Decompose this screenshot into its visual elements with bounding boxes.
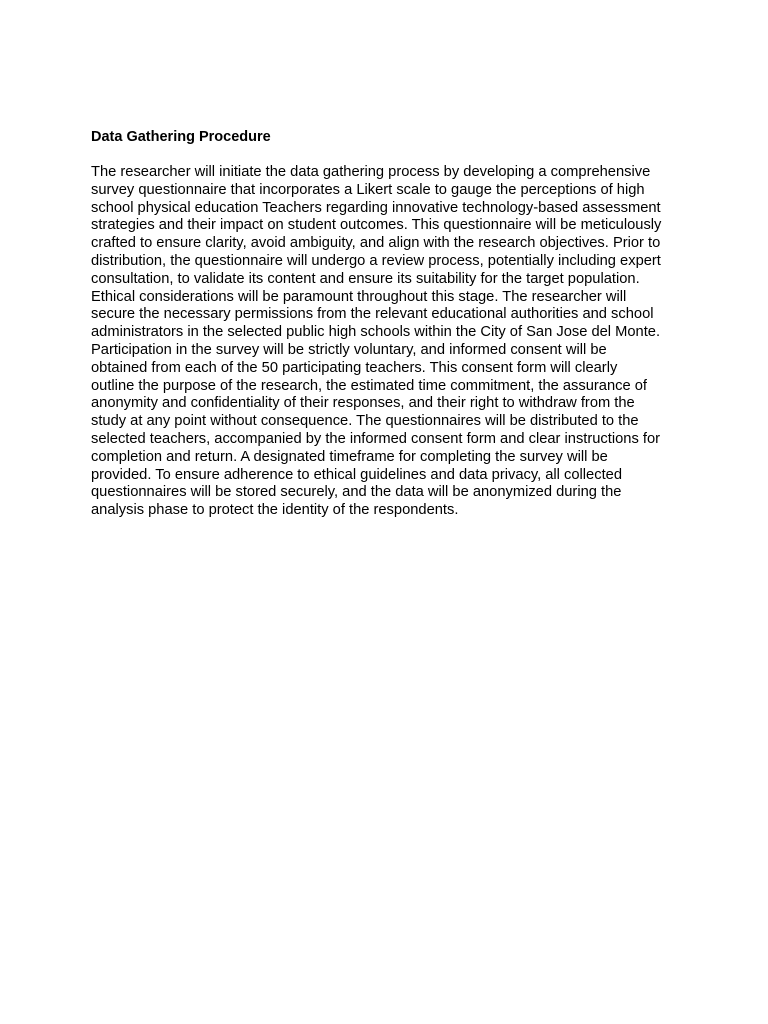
paragraph-line: provided. To ensure adherence to ethical guidelines and data privacy, all collected	[91, 466, 622, 483]
document-content	[91, 128, 691, 520]
paragraph-line: secure the necessary permissions from the relevant educational authorities and school	[91, 306, 654, 323]
paragraph-line: questionnaires will be stored securely, and the data will be anonymized during the	[91, 484, 622, 501]
paragraph-line: study at any point without consequence. The questionnaires will be distributed to the	[91, 413, 639, 430]
paragraph-line: obtained from each of the 50 participating teachers. This consent form will clearly	[91, 359, 618, 376]
paragraph-line: anonymity and confidentiality of their responses, and their right to withdraw from the	[91, 395, 635, 412]
body-paragraph	[91, 164, 691, 520]
heading-spacer	[91, 146, 691, 164]
paragraph-line: Participation in the survey will be strictly voluntary, and informed consent will be	[91, 341, 607, 358]
paragraph-line: survey questionnaire that incorporates a Likert scale to gauge the perceptions of high	[91, 181, 645, 198]
paragraph-line: outline the purpose of the research, the estimated time commitment, the assurance of	[91, 377, 647, 394]
paragraph-line: school physical education Teachers regarding innovative technology-based assessment	[91, 199, 661, 216]
paragraph-line: analysis phase to protect the identity of the respondents.	[91, 502, 459, 519]
paragraph-line: The researcher will initiate the data gathering process by developing a comprehensive	[91, 164, 651, 180]
paragraph-line: Ethical considerations will be paramount throughout this stage. The researcher will	[91, 288, 627, 305]
paragraph-line: completion and return. A designated timeframe for completing the survey will be	[91, 448, 608, 465]
paragraph-line: selected teachers, accompanied by the informed consent form and clear instructions for	[91, 430, 661, 447]
paragraph-line: crafted to ensure clarity, avoid ambiguity, and align with the research objectives. Prior to	[91, 235, 661, 252]
paragraph-line: administrators in the selected public high schools within the City of San Jose del Monte.	[91, 324, 661, 341]
paragraph-line: consultation, to validate its content and ensure its suitability for the target population.	[91, 270, 640, 287]
paragraph-line: strategies and their impact on student outcomes. This questionnaire will be meticulously	[91, 217, 662, 234]
paragraph-line: distribution, the questionnaire will undergo a review process, potentially including expert	[91, 252, 661, 269]
section-heading: Data Gathering Procedure	[91, 129, 271, 145]
